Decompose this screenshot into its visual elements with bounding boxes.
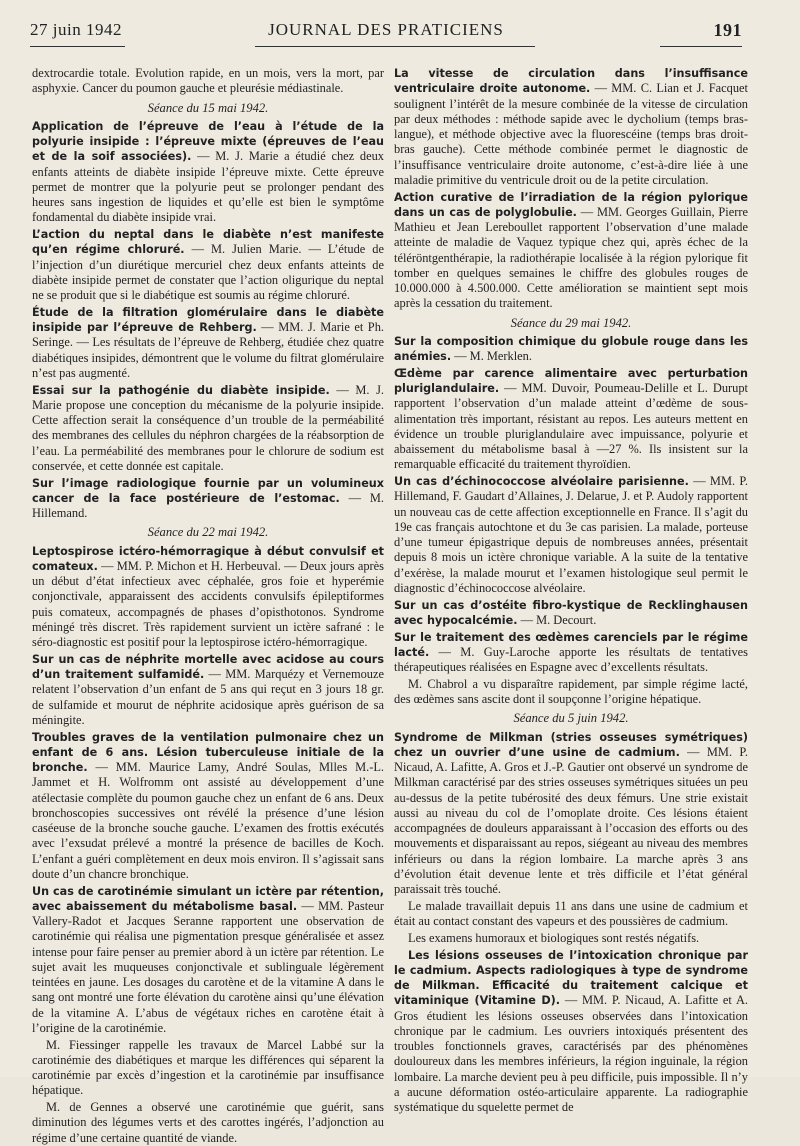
abstract-title: Leptospirose ictéro-hémorragique à début convulsif et comateux. <box>32 544 384 573</box>
abstract-paragraph <box>32 227 384 303</box>
abstract-paragraph <box>394 366 748 473</box>
abstract-title: Œdème par carence alimentaire avec perturbation pluriglandulaire. <box>394 366 748 395</box>
abstract-title: Étude de la filtration glomérulaire dans le diabète insipide par l’épreuve de Rehberg. <box>32 305 384 334</box>
page-number: 191 <box>713 20 742 40</box>
issue-date: 27 juin 1942 <box>30 20 122 39</box>
abstract-title: Syndrome de Milkman (stries osseuses symétriques) chez un ouvrier d’une usine de cadmium. <box>394 730 748 759</box>
abstract-title: Un cas de carotinémie simulant un ictère par rétention, avec abaissement du métabolisme basal. <box>32 884 384 913</box>
abstract-paragraph <box>394 334 748 365</box>
abstract-paragraph <box>394 630 748 676</box>
abstract-paragraph <box>32 544 384 651</box>
abstract-text: — MM. C. Lian et J. Facquet soulignent l’intérêt de la mesure combinée de la vitesse de circulation par deux méthodes : méthode sapide avec le dycholium (temps bras-langue), et méthode objective avec la fluorescéine (temps bras droit-bras gauche). Cette méthode combinée permet le diagnostic de l’insuffisance ventriculaire droite autonome, c’est-à-dire liée à une maladie primitive du ventricule droit ou de la petite circulation. <box>394 81 748 187</box>
abstract-title: Sur la composition chimique du globule rouge dans les anémies. <box>394 334 748 363</box>
abstract-text: M. de Gennes a observé une carotinémie que guérit, sans diminution des légumes verts et des carottes ingérés, l’adjonction au régime d’une certaine quantité de viande. <box>32 1100 384 1145</box>
abstract-title: Troubles graves de la ventilation pulmonaire chez un enfant de 6 ans. Lésion tuberculeuse initiale de la bronche. <box>32 730 384 774</box>
abstract-paragraph <box>32 652 384 728</box>
abstract-text: — M. Guy-Laroche apporte les résultats de tentatives thérapeutiques réalisées en Espagne avec d’excellents résultats. <box>394 644 748 674</box>
abstract-text: — MM. Maurice Lamy, André Soulas, Mlles M.-L. Jammet et H. Wolfromm ont assisté au développement d’une atélectasie complète du poumon gauche chez un enfant de 6 ans. Deux bronchoscopies successives ont révélé la présence d’une lésion caséeuse de la bronche souche gauche. L’examen des frottis exécutés avec l’exsudat prélevé a montré la présence de bacilles de Koch. L’enfant a guéri complètement en deux mois environ. Il s’agissait sans doute d’un chancre bronchique. <box>32 760 384 881</box>
session-heading: Séance du 22 mai 1942. <box>147 525 269 540</box>
abstract-paragraph <box>32 730 384 883</box>
abstract-text: — M. J. Marie propose une conception du mécanisme de la polyurie insipide. Cette affection serait la conséquence d’un trouble de la perméabilité des membranes des cellules du néphron chargées de la réabsorption de l’eau. La perméabilité des membranes pour le chlorure de sodium est conservée, et cette donnée est capitale. <box>32 382 385 473</box>
abstract-text: — MM. Pasteur Vallery-Radot et Jacques Seranne rapportent une observation de carotinémie qui réalisa une pigmentation presque généralisée et assez intense pour faire penser au premier abord à un ictère par rétention. Le sujet avait les muqueuses conjonctivale et sublinguale légèrement teintées en jaune. Les dosages du carotène et de la vitamine A dans le sang ont montré une forte élévation du carotène ainsi qu’une élévation de la vitamine A. L’abus de végétaux riches en carotène était à l’origine de la carotinémie. <box>32 898 384 1035</box>
abstract-text: — M. Hillemand. <box>32 490 385 520</box>
abstract-title: Sur le traitement des œdèmes carenciels par le régime lacté. <box>394 630 748 659</box>
abstract-text: — M. Julien Marie. — L’étude de l’injection d’un diurétique mercuriel chez deux enfants atteints de diabète insipide permet de constater que l’action oligurique du neptal ne se produit que si le diabétique est soumis au régime chloruré. <box>32 242 384 302</box>
abstract-title: Application de l’épreuve de l’eau à l’étude de la polyurie insipide : l’épreuve mixte (épreuves de l’eau et de la soif associées). <box>32 119 384 164</box>
session-heading: Séance du 29 mai 1942. <box>510 315 632 330</box>
abstract-title: Les lésions osseuses de l’intoxication chronique par le cadmium. Aspects radiologiques à type de syndrome de Milkman. Efficacité du traitement calcique et vitaminique (Vitamine D). <box>394 948 748 1008</box>
abstract-title: La vitesse de circulation dans l’insuffisance ventriculaire droite autonome. <box>394 67 748 96</box>
abstract-paragraph <box>394 948 748 1116</box>
abstract-paragraph <box>394 598 748 629</box>
abstract-text: — MM. P. Nicaud, A. Lafitte, A. Gros et J.-P. Gautier ont observé un syndrome de Milkman caractérisé par des stries osseuses symétriques situées un peu au-dessus de la petite tubérosité des deux fémurs. Une strie existait aussi au niveau du col de l’omoplate droite. Ces lésions étaient accompagnées de douleurs apparaissant à l’occasion des efforts ou des mouvements et disparaissant au repos, siégeant au niveau des membres inférieurs ou dans la région lombaire. La marche après 3 ans d’évolution était devenue lente et très difficile et l’état général paraissait très touché. <box>394 744 749 896</box>
abstract-paragraph <box>32 66 384 97</box>
abstract-paragraph <box>32 1038 384 1099</box>
abstract-paragraph <box>32 305 384 381</box>
running-header <box>30 20 742 42</box>
abstract-paragraph <box>394 190 748 312</box>
abstract-title: Sur un cas d’ostéite fibro-kystique de Recklinghausen avec hypocalcémie. <box>394 598 748 627</box>
header-rule <box>660 46 742 47</box>
abstract-paragraph <box>394 931 748 946</box>
abstract-paragraph <box>394 677 748 708</box>
journal-title: JOURNAL DES PRATICIENS <box>268 20 504 39</box>
abstract-text: — MM. Duvoir, Poumeau-Delille et L. Durupt rapportent l’observation d’un malade atteint d’œdème de sous-alimentation très important, résistant au repos. Les auteurs mettent en évidence un trouble pluriglandulaire avec impuissance, polyurie et abaissement du métabolisme basal à —27 %. Ils insistent sur la remarquable efficacité du traitement thyroïdien. <box>394 381 748 472</box>
abstract-paragraph <box>32 884 384 1037</box>
abstract-paragraph <box>394 474 748 596</box>
header-rule <box>255 46 535 47</box>
abstract-paragraph <box>32 476 384 522</box>
abstract-text: M. Fiessinger rappelle les travaux de Marcel Labbé sur la carotinémie des diabétiques et marque les différences qui séparent la carotinémie par excès d’ingestion et la carotinémie par insuffisance hépatique. <box>32 1037 384 1098</box>
abstract-title: Sur un cas de néphrite mortelle avec acidose au cours d’un traitement sulfamidé. <box>32 652 384 681</box>
abstract-text: Le malade travaillait depuis 11 ans dans une usine de cadmium et était au contact constant des vapeurs et des poussières de cadmium. <box>394 898 748 928</box>
session-heading: Séance du 15 mai 1942. <box>147 100 269 115</box>
abstract-title: Un cas d’échinococcose alvéolaire parisienne. <box>394 475 689 488</box>
abstract-paragraph <box>394 730 748 898</box>
abstract-text: — MM. P. Michon et H. Herbeuval. — Deux jours après un début d’état infectieux avec céphalée, gros foie et hyperémie conjonctivale, apparaissent des accidents convulsifs épileptiformes puis comateux, accompagnés de phases d’opisthotonos. Syndrome méningé très discret. Très rapidement survient un ictère safrané : le séro-diagnostic est positif pour la leptospirose ictéro-hémorragique. <box>32 558 384 649</box>
abstract-text: M. Chabrol a vu disparaître rapidement, par simple régime lacté, des œdèmes sans ascite dont il soupçonne l’origine hépatique. <box>394 676 748 706</box>
abstract-text: — MM. Georges Guillain, Pierre Mathieu et Jean Lereboullet rapportent l’observation d’une malade atteinte de maladie de Vaquez typique chez qui, après échec de la téléröntgenthérapie, la radiothérapie localisée à la région pylorique fit tomber en quelques semaines le chiffre des globules rouges de 10.000.000 à 4.500.000. Cette amélioration se maintient sept mois après la cessation du traitement. <box>394 204 748 311</box>
abstract-paragraph <box>32 383 384 475</box>
abstract-paragraph <box>394 66 748 188</box>
abstract-paragraph <box>32 119 384 226</box>
abstract-text: — MM. J. Marie et Ph. Seringe. — Les résultats de l’épreuve de Rehberg, étudiée chez quatre diabétiques insipides, démontrent que le volume du filtrat glomérulaire n’est pas augmenté. <box>32 320 385 380</box>
abstract-paragraph <box>394 899 748 930</box>
left-column <box>32 66 384 1146</box>
abstract-title: Essai sur la pathogénie du diabète insipide. <box>32 383 330 397</box>
abstract-paragraph <box>32 1100 384 1146</box>
abstract-title: Action curative de l’irradiation de la région pylorique dans un cas de polyglobulie. <box>394 190 748 219</box>
session-heading: Séance du 5 juin 1942. <box>513 711 629 726</box>
abstract-text: — MM. P. Nicaud, A. Lafitte et A. Gros étudient les lésions osseuses observées dans l’intoxication chronique par le cadmium. Les ouvriers intoxiqués présentent des troubles fonctionnels graves, caractérisés par des phénomènes douloureux dans les membres inférieurs, la région inguinale, la région lombaire. La marche devient peu à peu difficile, puis impossible. Il n’y a aucune déformation ostéo-articulaire apparente. La radiographie systématique du squelette permet de <box>394 993 749 1114</box>
abstract-title: L’action du neptal dans le diabète n’est manifeste qu’en régime chloruré. <box>32 228 384 257</box>
abstract-text: — M. Merklen. <box>451 349 532 363</box>
abstract-title: Sur l’image radiologique fournie par un volumineux cancer de la face postérieure de l’estomac. <box>32 476 384 505</box>
abstract-text: Les examens humoraux et biologiques sont restés négatifs. <box>408 930 700 945</box>
abstract-text: — M. Decourt. <box>517 612 597 627</box>
abstract-text: dextrocardie totale. Evolution rapide, en un mois, vers la mort, par asphyxie. Cancer du poumon gauche et pleurésie médiastinale. <box>32 66 384 96</box>
abstract-text: — MM. Marquézy et Vernemouze relatent l’observation d’un enfant de 5 ans qui reçut en 3 jours 18 gr. de sulfamide et mourut de néphrite acidosique après guérison de sa méningite. <box>32 667 384 727</box>
right-column <box>394 66 748 1115</box>
abstract-text: — MM. P. Hillemand, F. Gaudart d’Allaines, J. Delarue, J. et P. Audoly rapportent un nouveau cas de cette affection exceptionnelle en France. Il s’agit du 19e cas français autochtone et du 3e cas parisien. La malade, porteuse d’une tumeur épigastrique depuis de nombreuses années, présentait depuis 8 mois un ictère chronique variable. A la suite de la tentative d’exérèse, la malade mourut et l’examen histologique seul permit le diagnostic d’échinococcose alvéolaire. <box>394 474 748 595</box>
header-rule <box>30 46 125 47</box>
abstract-text: — M. J. Marie a étudié chez deux enfants atteints de diabète insipide l’épreuve mixte. Cette épreuve permet de montrer que la polyurie peut se prolonger pendant des heures sans ingestion de liquides et qu’elle est bien le symptôme fondamental du diabète insipide vrai. <box>32 149 384 225</box>
